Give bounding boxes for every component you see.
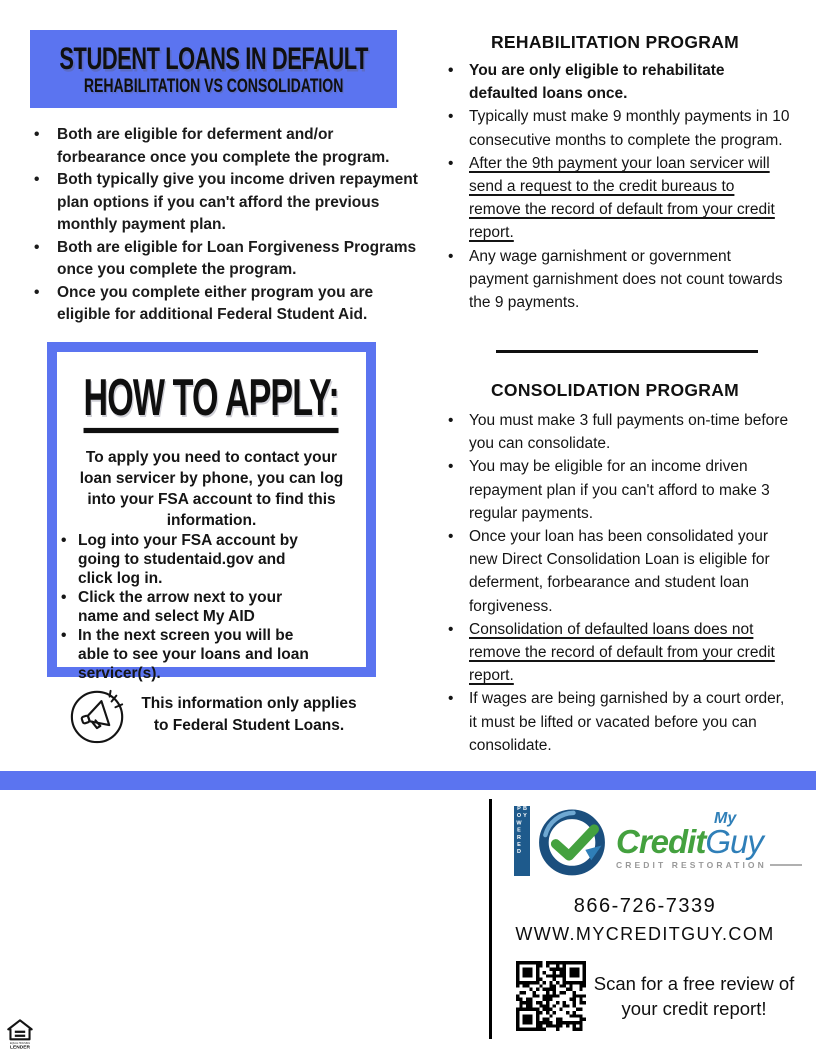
shared-benefits-list [30, 124, 424, 327]
list-item: • Both typically give you income driven repayment plan options if you can't afford the previous monthly payment plan. [30, 169, 424, 237]
list-item: • After the 9th payment your loan servicer will send a request to the credit bureaus to remove the record of default from your credit report. [444, 152, 790, 245]
brand-tagline: CREDIT RESTORATION [616, 860, 767, 870]
qr-caption: Scan for a free review of your credit report! [593, 973, 795, 1019]
credit-guy-logo [514, 802, 802, 880]
how-to-apply-intro: To apply you need to contact your loan servicer by phone, you can log into your FSA account to find this information. [79, 449, 344, 529]
rehabilitation-list [444, 59, 790, 314]
list-item: • You must make 3 full payments on-time before you can consolidate. [444, 409, 790, 455]
list-item: • Any wage garnishment or government payment garnishment does not count towards the 9 payments. [444, 245, 790, 315]
list-item: • Once you complete either program you are eligible for additional Federal Student Aid. [30, 282, 424, 327]
brand-name [616, 812, 802, 870]
list-item: • Consolidation of defaulted loans does not remove the record of default from your credit report. [444, 618, 790, 688]
check-circle-icon [535, 804, 609, 878]
list-item: • Both are eligible for deferment and/or forbearance once you complete the program. [30, 124, 424, 169]
list-item: • You may be eligible for an income driven repayment plan if you can't afford to make 3 regular payments. [444, 455, 790, 525]
equal-housing-label-small: EQUAL HOUSING [10, 1041, 30, 1045]
how-to-apply-steps [57, 531, 315, 683]
disclaimer-text: This information only applies to Federal Student Loans. [141, 695, 357, 734]
qr-code [516, 961, 586, 1031]
megaphone-icon [68, 684, 128, 746]
how-to-apply-box [47, 342, 376, 682]
consolidation-heading: CONSOLIDATION PROGRAM [490, 380, 740, 400]
website-url: WWW.MYCREDITGUY.COM [515, 924, 775, 944]
header-subtitle: REHABILITATION VS CONSOLIDATION [83, 74, 344, 97]
brand-word-credit: Credit [616, 823, 706, 860]
list-item: • In the next screen you will be able to see your loans and loan servicer(s). [57, 626, 315, 683]
list-item: • Typically must make 9 monthly payments in 10 consecutive months to complete the program. [444, 105, 790, 151]
list-item: • If wages are being garnished by a court order, it must be lifted or vacated before you can consolidate. [444, 687, 790, 757]
federal-disclaimer [68, 684, 368, 746]
footer-accent-bar [0, 771, 816, 790]
list-item: • You are only eligible to rehabilitate defaulted loans once. [444, 59, 790, 105]
rehabilitation-heading: REHABILITATION PROGRAM [490, 32, 740, 52]
how-to-apply-title: HOW TO APPLY: [84, 372, 339, 433]
tagline-rule [770, 864, 802, 866]
equal-housing-lender-icon [7, 1019, 33, 1053]
list-item: • Log into your FSA account by going to studentaid.gov and click log in. [57, 531, 315, 588]
list-item: • Both are eligible for Loan Forgiveness Programs once you complete the program. [30, 237, 424, 282]
list-item: • Once your loan has been consolidated your new Direct Consolidation Loan is eligible for deferment, forbearance and student loan forgiveness. [444, 525, 790, 618]
consolidation-list [444, 409, 790, 757]
brand-tagline-row [616, 860, 802, 870]
brand-word-creditguy [616, 823, 802, 860]
header-title: STUDENT LOANS IN DEFAULT [59, 39, 368, 76]
phone-number: 866-726-7339 [573, 895, 717, 917]
brand-word-guy: Guy [705, 823, 763, 860]
section-divider [496, 350, 758, 353]
list-item: • Click the arrow next to your name and select My AID [57, 588, 315, 626]
equal-housing-label-lender: LENDER [10, 1045, 30, 1051]
footer-divider-line [489, 799, 492, 1039]
powered-by-ribbon: POWERED BY [514, 806, 530, 876]
brand-word-my: My [714, 810, 737, 827]
header-banner [30, 30, 397, 108]
